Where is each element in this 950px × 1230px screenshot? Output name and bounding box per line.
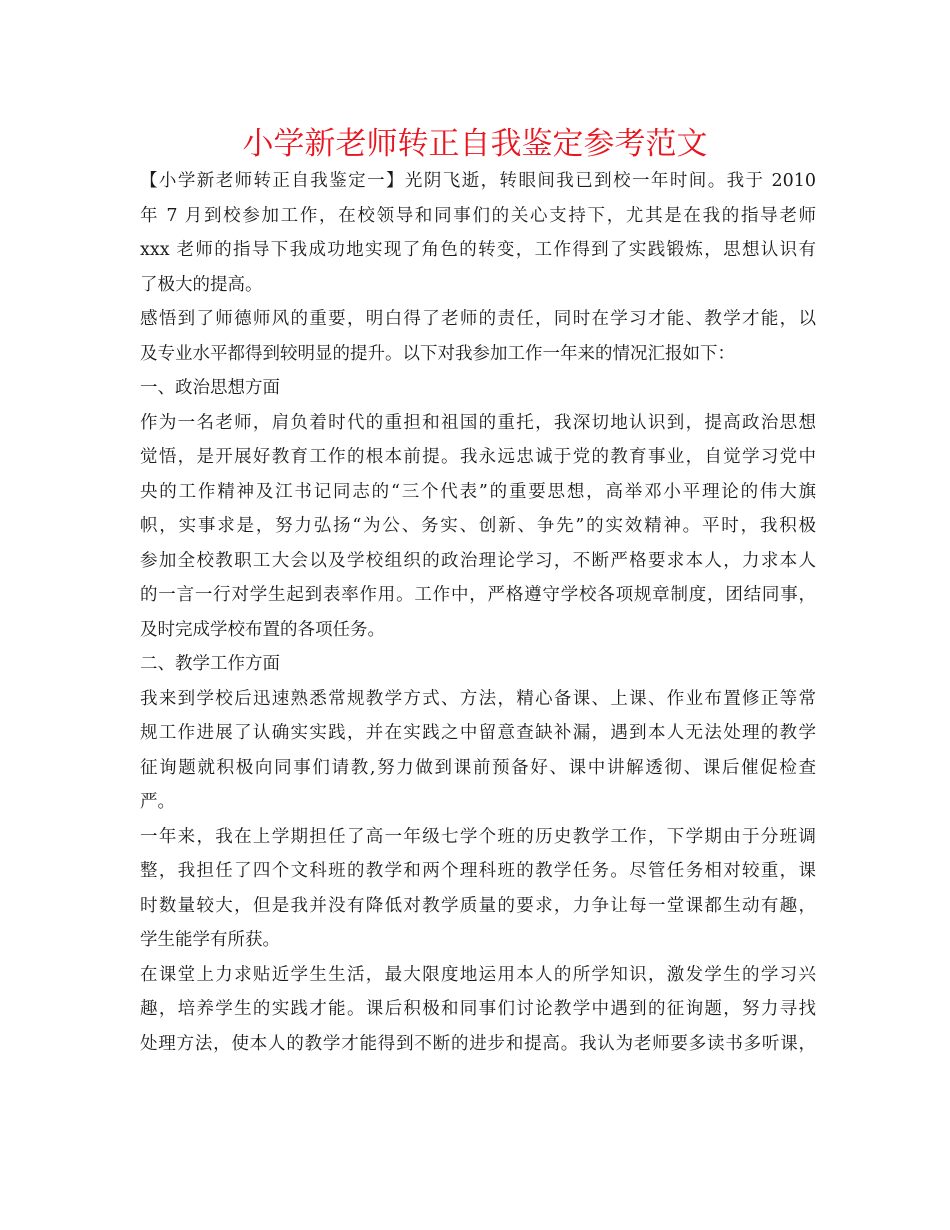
text-line: 学生能学有所获。: [140, 930, 280, 950]
text-line: 觉悟，是开展好教育工作的根本前提。我永远忠诚于党的教育事业，自觉学习党中: [140, 447, 816, 467]
text-line: 参加全校教职工大会以及学校组织的政治理论学习，不断严格要求本人，力求本人: [140, 550, 816, 571]
text-line: 的一言一行对学生起到表率作用。工作中，严格遵守学校各项规章制度，团结同事，: [140, 585, 816, 605]
text-line: 及时完成学校布置的各项任务。: [140, 619, 385, 640]
text-line: 我来到学校后迅速熟悉常规教学方式、方法，精心备课、上课、作业布置修正等常: [140, 688, 816, 709]
text-line: 规工作进展了认确实实践，并在实践之中留意查缺补漏，遇到本人无法处理的教学: [140, 723, 816, 743]
text-line: 处理方法，使本人的教学才能得到不断的进步和提高。我认为老师要多读书多听课，: [140, 1033, 816, 1054]
text-line: 帜，实事求是，努力弘扬“为公、务实、创新、争先”的实效精神。平时，我积极: [140, 516, 816, 536]
document-title: 小学新老师转正自我鉴定参考范文: [242, 126, 708, 162]
text-line: 感悟到了师德师风的重要，明白得了老师的责任，同时在学习才能、教学才能，以: [140, 309, 816, 329]
text-line: 整，我担任了四个文科班的教学和两个理科班的教学任务。尽管任务相对较重，课: [140, 861, 816, 881]
section-heading: 一、政治思想方面: [140, 378, 280, 398]
text-line: 趣，培养学生的实践才能。课后积极和同事们讨论教学中遇到的征询题，努力寻找: [140, 999, 816, 1019]
text-line: 【小学新老师转正自我鉴定一】光阴飞逝，转眼间我已到校一年时间。我于 2010: [140, 171, 816, 191]
text-line: 央的工作精神及江书记同志的“三个代表”的重要思想，高举邓小平理论的伟大旗: [140, 481, 816, 502]
text-line: 时数量较大，但是我并没有降低对教学质量的要求，力争让每一堂课都生动有趣，: [140, 895, 816, 916]
text-line: 一年来，我在上学期担任了高一年级七学个班的历史教学工作，下学期由于分班调: [140, 826, 816, 847]
text-line: 及专业水平都得到较明显的提升。以下对我参加工作一年来的情况汇报如下：: [140, 343, 735, 364]
text-line: 年 7 月到校参加工作，在校领导和同事们的关心支持下，尤其是在我的指导老师: [140, 205, 816, 226]
text-line: 在课堂上力求贴近学生生活，最大限度地运用本人的所学知识，激发学生的学习兴: [140, 964, 816, 985]
text-line: 作为一名老师，肩负着时代的重担和祖国的重托，我深切地认识到，提高政治思想: [140, 412, 816, 433]
section-heading: 二、教学工作方面: [140, 654, 280, 674]
text-line: 严。: [140, 792, 175, 812]
text-line: 了极大的提高。: [140, 274, 263, 295]
text-line: xxx 老师的指导下我成功地实现了角色的转变，工作得到了实践锻炼，思想认识有: [140, 240, 816, 260]
document-body: [140, 164, 816, 1061]
text-line: 征询题就积极向同事们请教,努力做到课前预备好、课中讲解透彻、课后催促检查: [140, 757, 816, 778]
